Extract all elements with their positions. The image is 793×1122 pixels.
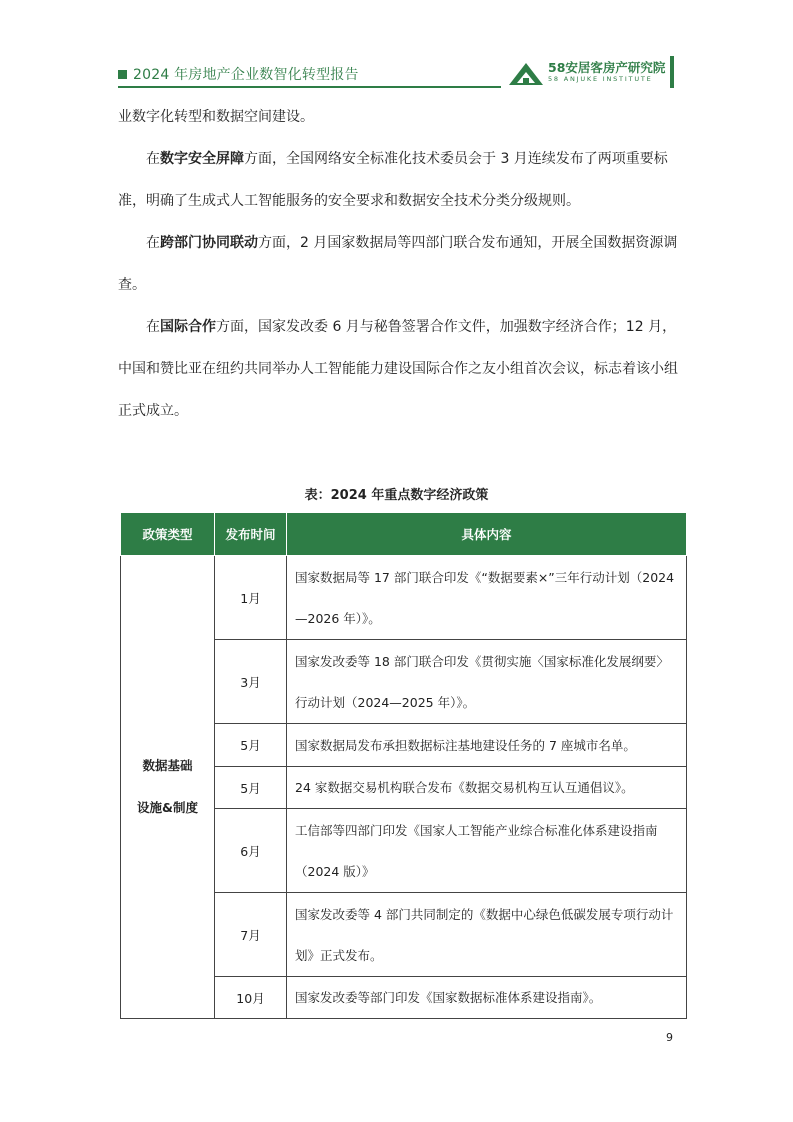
paragraph-keyword: 数字安全屏障	[160, 151, 244, 167]
paragraph-text: 业数字化转型和数据空间建设。	[118, 109, 314, 125]
table-row	[121, 556, 687, 640]
report-title: 2024 年房地产企业数智化转型报告	[133, 67, 359, 83]
header-title-group	[118, 64, 359, 84]
header-underline	[118, 86, 501, 88]
month-cell: 5月	[215, 724, 287, 767]
month-cell: 10月	[215, 977, 287, 1019]
logo-english-text: 58 ANJUKE INSTITUTE	[548, 75, 653, 83]
institute-logo	[508, 60, 665, 86]
month-cell: 6月	[215, 809, 287, 893]
header-content: 具体内容	[287, 513, 687, 556]
table-header-row	[121, 513, 687, 556]
content-cell: 国家发改委等 4 部门共同制定的《数据中心绿色低碳发展专项行动计划》正式发布。	[287, 893, 687, 977]
paragraph-text: 方面，2 月国家数据局等四部门联合发布通知，开展全国数据资源调查。	[118, 235, 678, 293]
paragraph-keyword: 国际合作	[160, 319, 216, 335]
header-release-time: 发布时间	[215, 513, 287, 556]
paragraph-lead: 在	[146, 235, 160, 251]
table-caption: 表：2024 年重点数字经济政策	[304, 488, 489, 503]
page-number: 9	[666, 1031, 673, 1044]
category-line-2: 设施&制度	[137, 800, 198, 815]
page-header	[118, 58, 678, 90]
month-cell: 3月	[215, 640, 287, 724]
header-bullet-square	[118, 70, 127, 79]
paragraph-lead: 在	[146, 151, 160, 167]
month-cell: 5月	[215, 767, 287, 809]
content-cell: 24 家数据交易机构联合发布《数据交易机构互认互通倡议》。	[287, 767, 687, 809]
content-cell: 工信部等四部门印发《国家人工智能产业综合标准化体系建设指南（2024 版）》	[287, 809, 687, 893]
category-line-1: 数据基础	[142, 758, 193, 773]
content-cell: 国家数据局发布承担数据标注基地建设任务的 7 座城市名单。	[287, 724, 687, 767]
paragraph-text: 方面，国家发改委 6 月与秘鲁签署合作文件，加强数字经济合作；12 月，中国和赞比亚在纽约共同举办人工智能能力建设国际合作之友小组首次会议，标志着该小组正式成立。	[118, 319, 678, 419]
logo-chinese-text: 58安居客房产研究院	[548, 60, 666, 75]
paragraph-international	[118, 306, 678, 432]
header-policy-type: 政策类型	[121, 513, 215, 556]
policy-table	[120, 512, 687, 1019]
paragraph-text: 方面，全国网络安全标准化技术委员会于 3 月连续发布了两项重要标准，明确了生成式人工智能服务的安全要求和数据安全技术分类分级规则。	[118, 151, 668, 209]
content-cell: 国家发改委等部门印发《国家数据标准体系建设指南》。	[287, 977, 687, 1019]
paragraph-lead: 在	[146, 319, 160, 335]
header-vertical-bar	[670, 56, 674, 88]
paragraph-digital-security	[118, 138, 678, 222]
content-cell: 国家数据局等 17 部门联合印发《“数据要素×”三年行动计划（2024—2026 年）》。	[287, 556, 687, 640]
content-cell: 国家发改委等 18 部门联合印发《贯彻实施〈国家标准化发展纲要〉行动计划（2024—2025 年）》。	[287, 640, 687, 724]
paragraph-cross-department	[118, 222, 678, 306]
month-cell: 1月	[215, 556, 287, 640]
logo-triangle-icon	[508, 62, 544, 86]
body-text	[118, 96, 678, 138]
month-cell: 7月	[215, 893, 287, 977]
policy-category-cell	[121, 556, 215, 1019]
paragraph-keyword: 跨部门协同联动	[160, 235, 258, 251]
paragraph-continuation	[118, 96, 678, 138]
